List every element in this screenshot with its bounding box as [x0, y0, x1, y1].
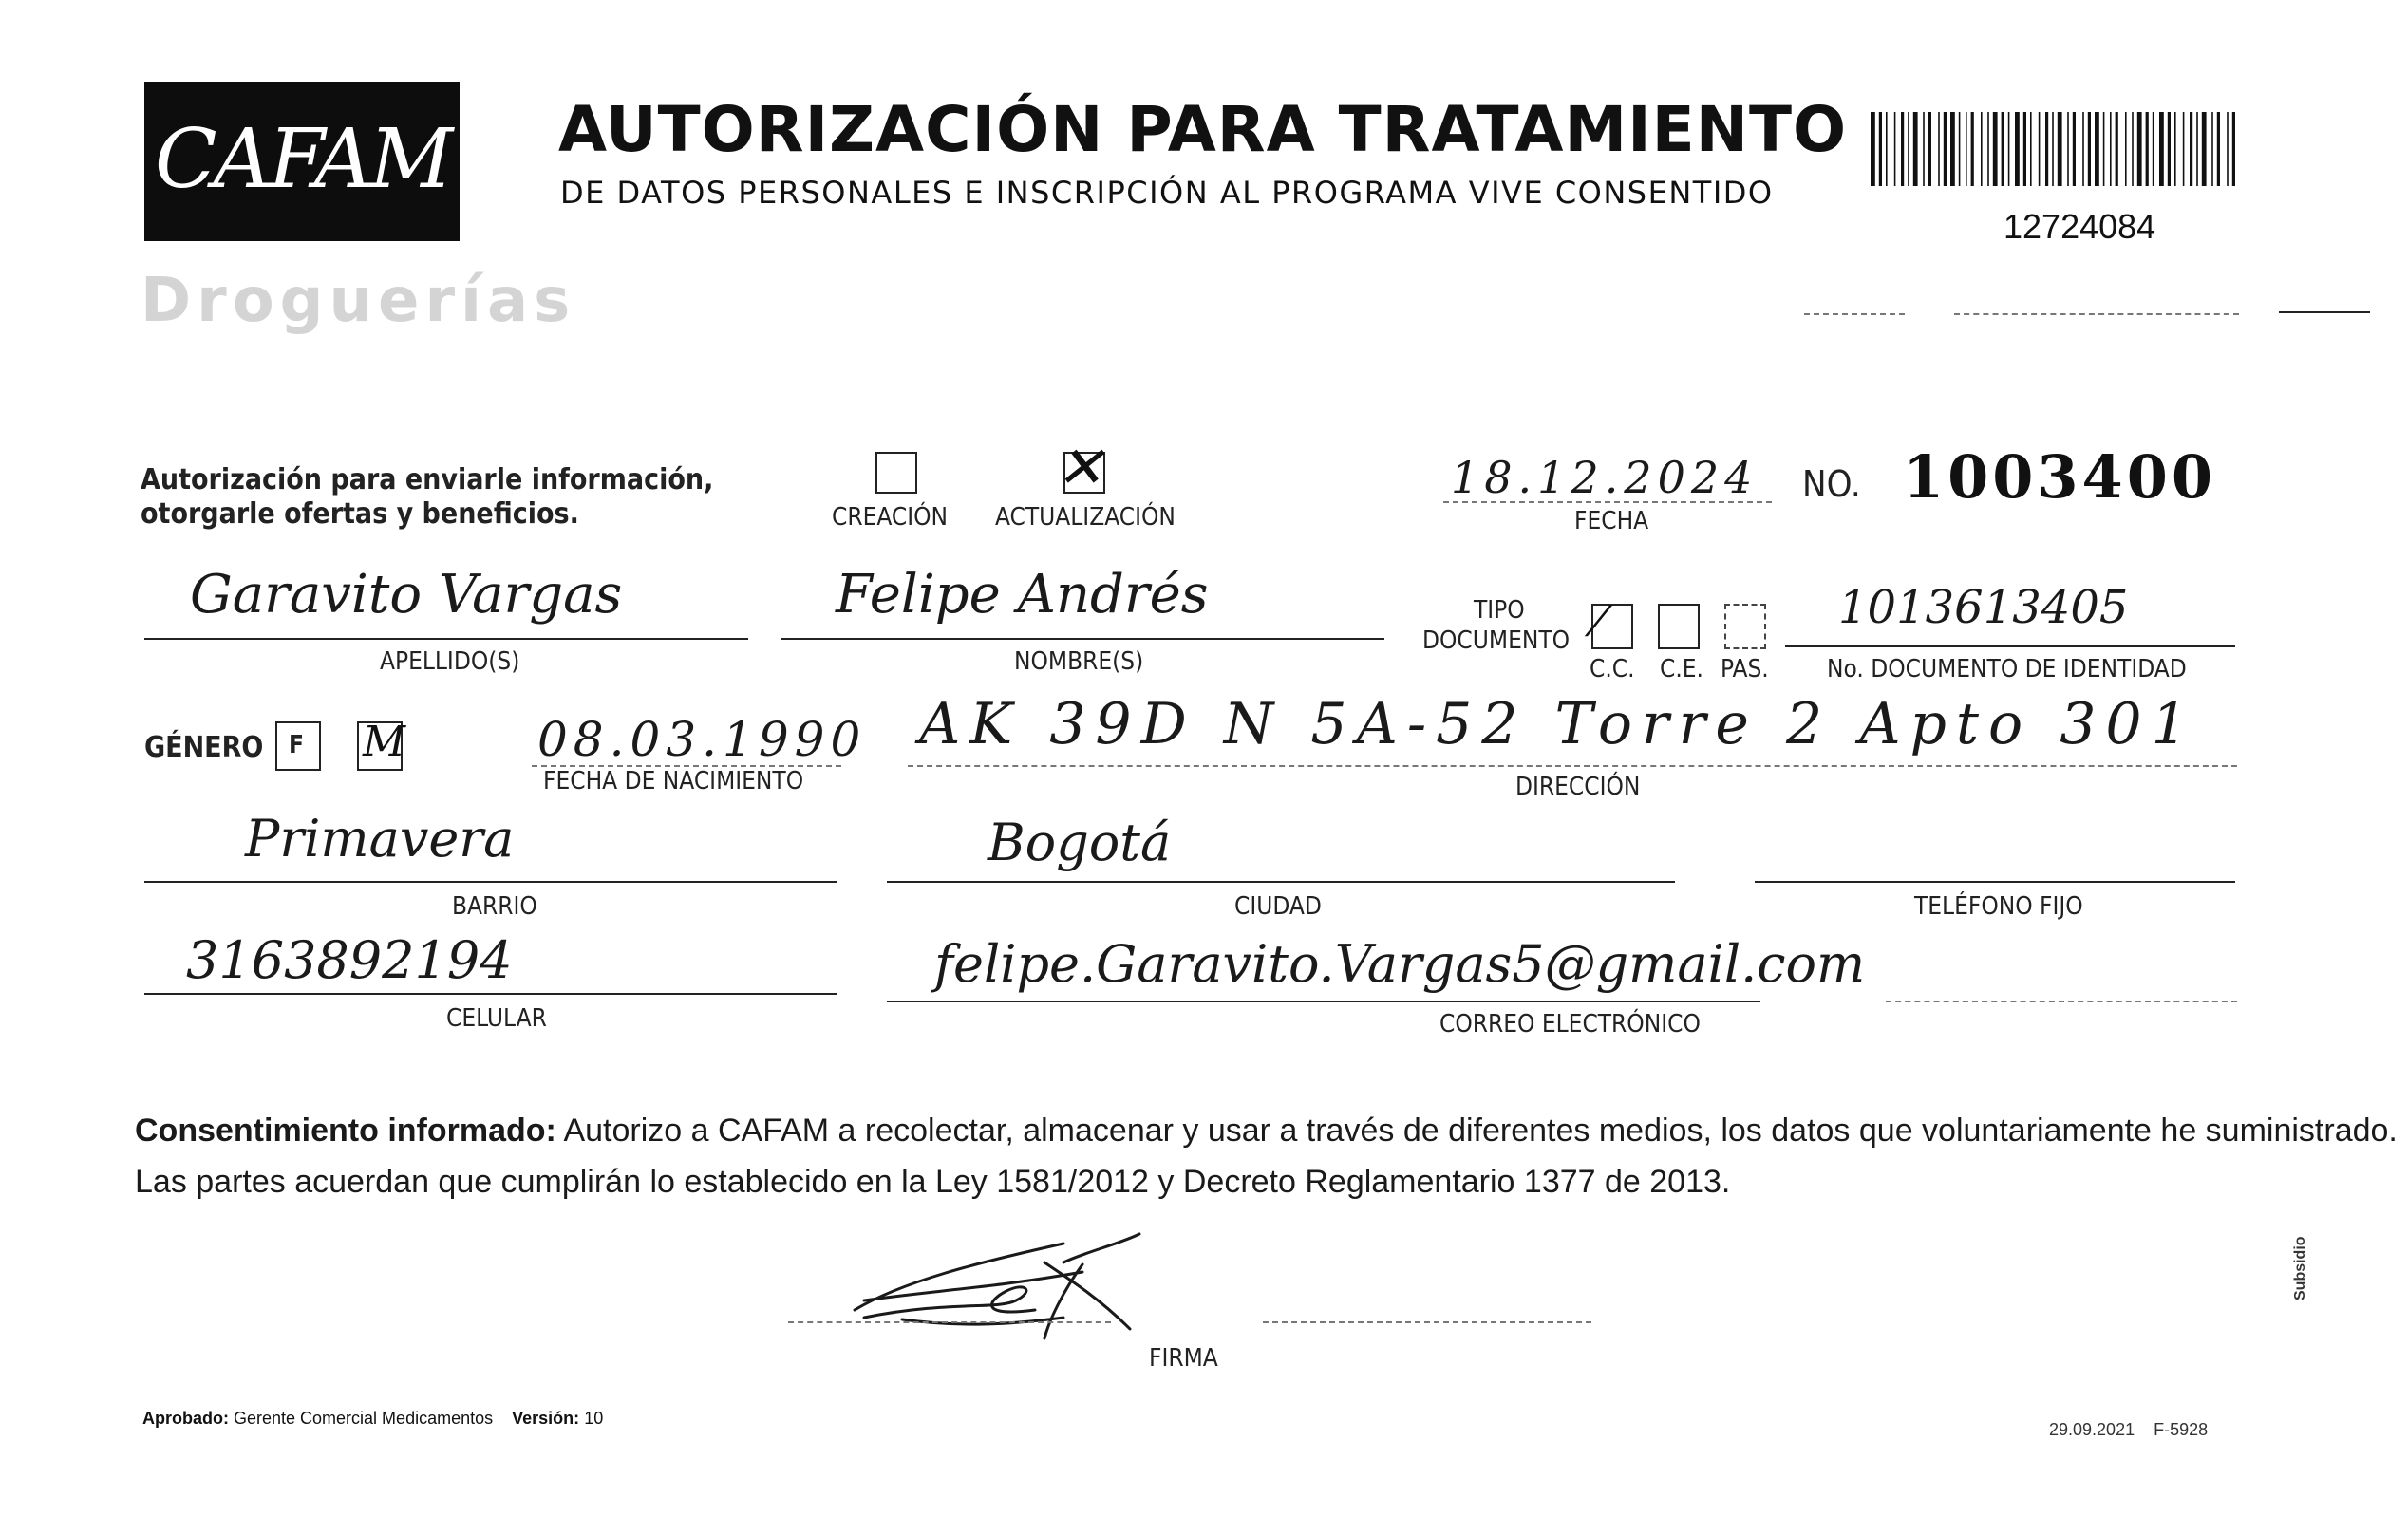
correo-label: CORREO ELECTRÓNICO: [1439, 1010, 1701, 1038]
genero-m-mark: M: [363, 718, 406, 766]
pas-checkbox[interactable]: [1724, 604, 1766, 649]
ciudad-line: [887, 881, 1675, 883]
telefono-label: TELÉFONO FIJO: [1914, 892, 2083, 921]
nombres-value[interactable]: Felipe Andrés: [836, 564, 1209, 626]
celular-line: [144, 993, 837, 995]
version-value: 10: [584, 1409, 604, 1428]
apellidos-line: [144, 638, 748, 640]
ciudad-value[interactable]: Bogotá: [988, 813, 1172, 872]
actualizacion-label: ACTUALIZACIÓN: [995, 503, 1176, 532]
correo-value[interactable]: felipe.Garavito.Vargas5@gmail.com: [934, 934, 1866, 994]
footer-aprobado: [142, 1409, 603, 1429]
barrio-label: BARRIO: [452, 892, 537, 921]
direccion-label: DIRECCIÓN: [1515, 773, 1641, 801]
form-title: AUTORIZACIÓN PARA TRATAMIENTO: [558, 93, 1848, 166]
apellidos-label: APELLIDO(S): [380, 647, 520, 676]
nombres-line: [781, 638, 1384, 640]
barcode-number: 12724084: [2004, 207, 2156, 246]
barrio-line: [144, 881, 837, 883]
fecha-line: [1443, 501, 1772, 503]
creacion-checkbox[interactable]: [875, 452, 917, 494]
nombres-label: NOMBRE(S): [1014, 647, 1144, 676]
cc-label: C.C.: [1590, 655, 1635, 683]
consent-line-2: Las partes acuerdan que cumplirán lo establecido en la Ley 1581/2012 y Decreto Reglamentario 1377 de 2013.: [135, 1164, 1731, 1200]
form-code: F-5928: [2154, 1420, 2209, 1439]
creacion-label: CREACIÓN: [832, 503, 949, 532]
cc-check-mark: ⁄: [1595, 598, 1603, 646]
documento-value[interactable]: 1013613405: [1838, 581, 2129, 634]
intro-line-2: otorgarle ofertas y beneficios.: [141, 497, 579, 531]
date-code: 29.09.2021: [2049, 1420, 2135, 1439]
cafam-logo: CAFAM: [154, 112, 450, 207]
signature: [845, 1206, 1187, 1348]
celular-label: CELULAR: [446, 1004, 547, 1033]
intro-line-1: Autorización para enviarle información,: [141, 463, 714, 496]
genero-f-label: F: [289, 731, 304, 759]
apellidos-value[interactable]: Garavito Vargas: [190, 564, 623, 626]
aprobado-label: Aprobado:: [142, 1409, 229, 1428]
barcode: [1871, 112, 2239, 186]
header-divider: [1954, 313, 2239, 315]
consent-text: Autorizo a CAFAM a recolectar, almacenar y usar a través de diferentes medios, los datos que voluntariamente he suministrado.: [555, 1113, 2398, 1149]
firma-label: FIRMA: [1149, 1344, 1218, 1373]
consent-heading: Consentimiento informado:: [135, 1113, 556, 1149]
actualizacion-check-mark: ✕: [1056, 435, 1104, 501]
ce-label: C.E.: [1660, 655, 1703, 683]
documento-line: [1785, 645, 2235, 647]
firma-line-right: [1263, 1321, 1591, 1323]
direccion-value[interactable]: AK 39D N 5A-52 Torre 2 Apto 301: [919, 691, 2197, 758]
celular-value[interactable]: 3163892194: [186, 930, 513, 990]
pas-label: PAS.: [1721, 655, 1769, 683]
header-divider: [1804, 313, 1905, 315]
form-subtitle: DE DATOS PERSONALES E INSCRIPCIÓN AL PROGRAMA VIVE CONSENTIDO: [560, 175, 1774, 211]
fecha-value[interactable]: 18.12.2024: [1451, 452, 1759, 503]
tipo-label: TIPO: [1474, 596, 1525, 625]
documento-label: DOCUMENTO: [1422, 627, 1571, 655]
firma-line-left: [788, 1321, 1111, 1323]
nacimiento-value[interactable]: 08.03.1990: [537, 712, 867, 767]
documento-number-label: No. DOCUMENTO DE IDENTIDAD: [1827, 655, 2187, 683]
genero-label: GÉNERO: [144, 731, 264, 764]
correo-line-end: [1886, 1001, 2237, 1002]
nacimiento-label: FECHA DE NACIMIENTO: [543, 767, 804, 795]
consent-line-1: [135, 1113, 2398, 1150]
side-brand: Subsidio: [2292, 1236, 2308, 1300]
ciudad-label: CIUDAD: [1234, 892, 1322, 921]
fecha-label: FECHA: [1574, 507, 1649, 535]
aprobado-value: Gerente Comercial Medicamentos: [234, 1409, 494, 1428]
form-number: 1003400: [1903, 442, 2216, 512]
logo-subtitle: Droguerías: [141, 266, 576, 336]
header-divider: [2279, 311, 2370, 313]
footer-codes: [2049, 1420, 2208, 1440]
ce-checkbox[interactable]: [1658, 604, 1700, 649]
direccion-line: [908, 765, 2237, 767]
barrio-value[interactable]: Primavera: [245, 809, 515, 869]
telefono-line: [1755, 881, 2235, 883]
no-label: NO.: [1802, 463, 1861, 505]
correo-line: [887, 1001, 1760, 1002]
version-label: Versión:: [512, 1409, 580, 1428]
